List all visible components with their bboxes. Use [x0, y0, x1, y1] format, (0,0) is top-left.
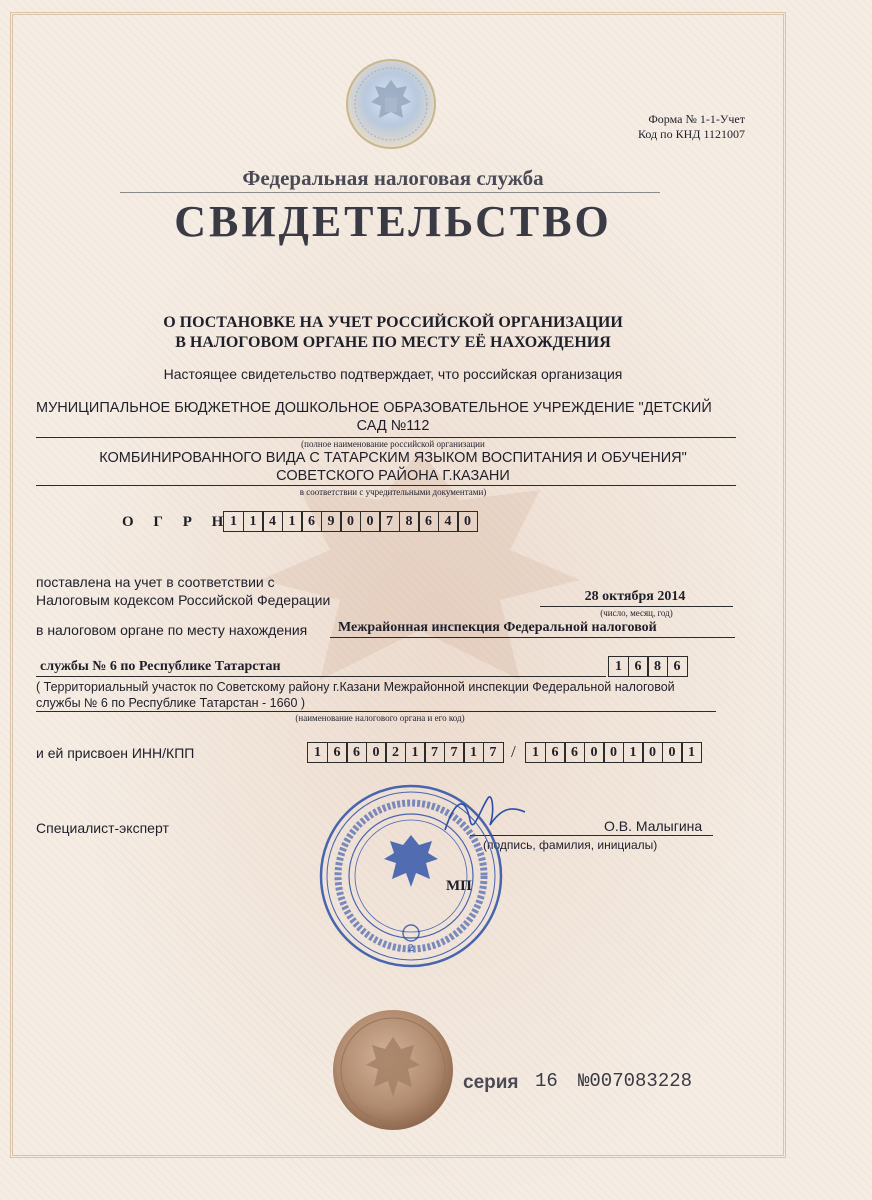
inn-digit: 1 [405, 742, 426, 763]
kpp-digit: 0 [662, 742, 683, 763]
stamp-number: 2 [408, 942, 414, 954]
authority-code-boxes [608, 656, 688, 677]
inn-digit: 6 [346, 742, 367, 763]
registration-line-2: Налоговым кодексом Российской Федерации [36, 592, 331, 608]
ogrn-digit: 1 [282, 511, 303, 532]
inn-kpp-label: и ей присвоен ИНН/КПП [36, 745, 195, 761]
authority-caption: (наименование налогового органа и его код) [295, 713, 465, 723]
authority-name-part-2: службы № 6 по Республике Татарстан [40, 659, 281, 674]
ogrn-digit: 6 [418, 511, 439, 532]
ogrn-digit: 1 [223, 511, 244, 532]
ogrn-digit: 0 [457, 511, 478, 532]
territorial-line-2: службы № 6 по Республике Татарстан - 1660 ) [36, 696, 306, 710]
ogrn-label: О Г Р Н [122, 514, 232, 530]
inn-digit-boxes [307, 742, 504, 763]
authority-code-digit: 6 [628, 656, 649, 677]
hologram-emblem-icon [345, 58, 437, 150]
date-underline [540, 606, 733, 607]
registration-line-1: поставлена на учет в соответствии с [36, 574, 275, 590]
kpp-digit: 1 [623, 742, 644, 763]
ogrn-digit-boxes [223, 511, 478, 532]
date-caption: (число, месяц, год) [600, 608, 673, 618]
inn-digit: 1 [463, 742, 484, 763]
ogrn-digit: 1 [243, 511, 264, 532]
org-name-line-2: САД №112 [356, 418, 430, 434]
org-name-line-3: КОМБИНИРОВАННОГО ВИДА С ТАТАРСКИМ ЯЗЫКОМ ВОСПИТАНИЯ И ОБУЧЕНИЯ" [99, 450, 687, 466]
serial-number: №007083228 [578, 1070, 693, 1092]
signer-name: О.В. Малыгина [604, 818, 703, 834]
ogrn-digit: 9 [321, 511, 342, 532]
org-name-line-4: СОВЕТСКОГО РАЙОНА Г.КАЗАНИ [276, 468, 510, 484]
authority-code-digit: 8 [647, 656, 668, 677]
embossed-seal-icon [330, 1007, 456, 1133]
ogrn-digit: 0 [360, 511, 381, 532]
signature-caption: (подпись, фамилия, инициалы) [483, 838, 658, 852]
territorial-underline [36, 711, 716, 712]
authority-underline-1 [330, 637, 735, 638]
inn-digit: 7 [444, 742, 465, 763]
agency-underline [120, 192, 660, 193]
kpp-digit: 1 [525, 742, 546, 763]
ogrn-digit: 4 [262, 511, 283, 532]
form-code-block [638, 112, 745, 142]
authority-name-part-1: Межрайонная инспекция Федеральной налоговой [338, 620, 657, 635]
kpp-digit-boxes [525, 742, 702, 763]
kpp-digit: 6 [545, 742, 566, 763]
serial-label: серия [463, 1072, 519, 1093]
inn-kpp-separator: / [511, 742, 516, 761]
document-title: СВИДЕТЕЛЬСТВО [174, 197, 612, 246]
inn-digit: 0 [366, 742, 387, 763]
inn-digit: 7 [424, 742, 445, 763]
subtitle-line-1: О ПОСТАНОВКЕ НА УЧЕТ РОССИЙСКОЙ ОРГАНИЗАЦИИ [163, 314, 623, 331]
ogrn-digit: 6 [301, 511, 322, 532]
inn-digit: 6 [327, 742, 348, 763]
authority-label: в налоговом органе по месту нахождения [36, 622, 308, 638]
inn-digit: 1 [307, 742, 328, 763]
kpp-digit: 0 [603, 742, 624, 763]
kpp-digit: 0 [642, 742, 663, 763]
signer-position: Специалист-эксперт [36, 820, 169, 836]
org-caption-1: (полное наименование российской организации [301, 439, 485, 449]
knd-code: Код по КНД 1121007 [638, 127, 745, 141]
authority-underline-2 [36, 676, 606, 677]
authority-code-digit: 1 [608, 656, 629, 677]
ogrn-digit: 8 [399, 511, 420, 532]
org-caption-2: в соответствии с учредительными документами) [299, 487, 487, 497]
inn-digit: 2 [385, 742, 406, 763]
seal-place-mark: МП [446, 878, 472, 894]
ogrn-digit: 0 [340, 511, 361, 532]
kpp-digit: 6 [564, 742, 585, 763]
territorial-line-1: ( Территориальный участок по Советскому району г.Казани Межрайонной инспекции Федеральной налоговой [36, 680, 675, 694]
authority-code-digit: 6 [667, 656, 688, 677]
ogrn-digit: 7 [379, 511, 400, 532]
handwritten-signature-icon [440, 790, 530, 840]
org-name-underline-2 [36, 485, 736, 486]
confirm-text: Настоящее свидетельство подтверждает, что российская организация [163, 366, 623, 382]
kpp-digit: 1 [681, 742, 702, 763]
kpp-digit: 0 [584, 742, 605, 763]
registration-date: 28 октября 2014 [584, 589, 686, 604]
inn-digit: 7 [483, 742, 504, 763]
org-name-line-1: МУНИЦИПАЛЬНОЕ БЮДЖЕТНОЕ ДОШКОЛЬНОЕ ОБРАЗОВАТЕЛЬНОЕ УЧРЕЖДЕНИЕ "ДЕТСКИЙ [36, 400, 712, 416]
form-number: Форма № 1-1-Учет [648, 112, 745, 126]
serial-series: 16 [535, 1070, 558, 1092]
ogrn-digit: 4 [438, 511, 459, 532]
agency-name: Федеральная налоговая служба [242, 166, 544, 190]
subtitle-line-2: В НАЛОГОВОМ ОРГАНЕ ПО МЕСТУ ЕЁ НАХОЖДЕНИЯ [175, 334, 611, 351]
org-name-underline-1 [36, 437, 736, 438]
